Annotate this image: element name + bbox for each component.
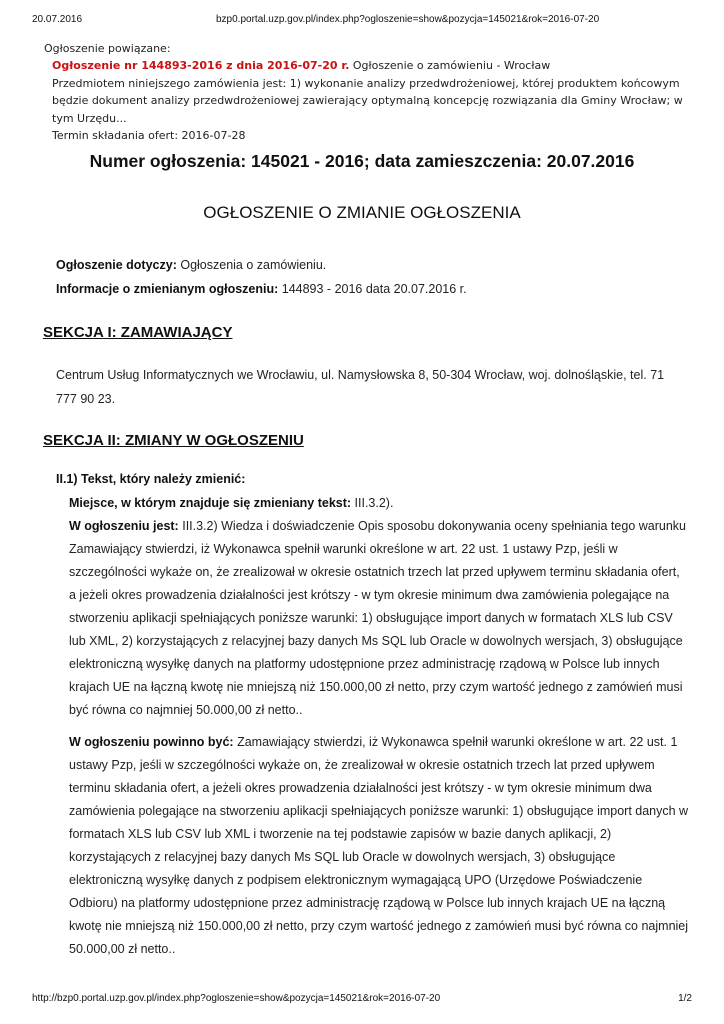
print-url: bzp0.portal.uzp.gov.pl/index.php?ogloszenie=show&pozycja=145021&rok=2016-07-20 — [216, 14, 600, 25]
page-number: 1/2 — [678, 993, 692, 1004]
notice-concerns — [56, 258, 326, 272]
change-location-label: Miejsce, w którym znajduje się zmieniany tekst: — [69, 496, 352, 510]
related-description: Przedmiotem niniejszego zamówienia jest: 1) wykonanie analizy przedwdrożeniowej, której produktem końcowym będzie dokument analizy przedwdrożeniowej zawierający optymalną koncepcję rozwiązania dla Gminy Wrocław; w tym Urzędu... — [52, 76, 683, 125]
print-header — [32, 14, 692, 28]
print-date: 20.07.2016 — [32, 14, 83, 25]
change-item-title: II.1) Tekst, który należy zmienić: — [56, 472, 246, 486]
related-notice-link[interactable]: Ogłoszenie nr 144893-2016 z dnia 2016-07-20 r. — [52, 59, 350, 73]
current-text-label: W ogłoszeniu jest: — [69, 519, 179, 533]
related-link-line — [52, 57, 694, 74]
changed-label: Informacje o zmienianym ogłoszeniu: — [56, 282, 279, 296]
related-notice-type: Ogłoszenie o zamówieniu - Wrocław — [352, 59, 551, 73]
notice-subtitle: OGŁOSZENIE O ZMIANIE OGŁOSZENIA — [203, 203, 521, 222]
changed-value: 144893 - 2016 data 20.07.2016 r. — [281, 282, 467, 296]
print-footer — [32, 993, 692, 1007]
new-text-label: W ogłoszeniu powinno być: — [69, 735, 234, 749]
concerns-label: Ogłoszenie dotyczy: — [56, 258, 177, 272]
related-deadline: Termin składania ofert: 2016-07-28 — [52, 129, 246, 143]
section-1-heading: SEKCJA I: ZAMAWIAJĄCY — [43, 324, 233, 341]
changed-notice-info — [56, 282, 467, 296]
current-text: III.3.2) Wiedza i doświadczenie Opis sposobu dokonywania oceny spełniania tego warunku Zamawiający stwierdzi, iż Wykonawca spełnił warunki określone w art. 22 ust. 1 ustawy Pzp, jeśli w szczególności wykaże on, że zrealizował w okresie ostatnich trzech lat przed upływem terminu składania ofert, a jeżeli okres prowadzenia działalności jest krótszy - w tym okresie minimum dwa zamówienia polegające na stworzeniu aplikacji spełniających poniższe warunki: 1) obsługujące import danych w formatach XLS lub CSV lub XML, 2) korzystających z relacyjnej bazy danych Ms SQL lub Oracle w dowolnych wersjach, 3) obsługujące elektroniczną wysyłkę danych na platformy udostępnione przez administrację rządową w Polsce lub innych krajach UE na łączną kwotę nie mniejszą niż 150.000,00 zł netto, przy czym wartość jednego z zamówień musi być równa co najmniej 50.000,00 zł netto.. — [69, 519, 686, 717]
change-location-value: III.3.2). — [354, 496, 394, 510]
change-location — [69, 492, 689, 515]
related-label: Ogłoszenie powiązane: — [44, 42, 171, 55]
contracting-authority: Centrum Usług Informatycznych we Wrocławiu, ul. Namysłowska 8, 50-304 Wrocław, woj. dolnośląskie, tel. 71 777 90 23. — [56, 368, 665, 406]
new-text-block — [69, 731, 689, 961]
section-2-heading: SEKCJA II: ZMIANY W OGŁOSZENIU — [43, 432, 304, 449]
related-notice — [44, 40, 694, 144]
notice-title: Numer ogłoszenia: 145021 - 2016; data zamieszczenia: 20.07.2016 — [89, 151, 635, 171]
concerns-value: Ogłoszenia o zamówieniu. — [180, 258, 327, 272]
current-text-block — [69, 515, 689, 722]
related-notice-body — [44, 57, 694, 144]
footer-url: http://bzp0.portal.uzp.gov.pl/index.php?ogloszenie=show&pozycja=145021&rok=2016-07-20 — [32, 993, 441, 1004]
new-text: Zamawiający stwierdzi, iż Wykonawca spełnił warunki określone w art. 22 ust. 1 ustawy Pzp, jeśli w szczególności wykaże on, że zrealizował w okresie ostatnich trzech lat przed upływem terminu składania ofert, a jeżeli okres prowadzenia działalności jest krótszy - w tym okresie minimum dwa zamówienia polegające na stworzeniu aplikacji spełniających poniższe warunki: 1) obsługujące import danych w formatach XLS lub CSV lub XML i tworzenie na tej podstawie zapisów w bazie danych aplikacji, 2) korzystających z relacyjnej bazy danych Ms SQL lub Oracle w dowolnych wersjach, 3) obsługujące elektroniczną wysyłkę danych z podpisem elektronicznym wymagającą UPO (Urzędowe Poświadczenie Odbioru) na platformy udostępnione przez administrację rządową w Polsce lub innych krajach UE na łączną kwotę nie mniejszą niż 150.000,00 zł netto, przy czym wartość jednego z zamówień musi być równa co najmniej 50.000,00 zł netto.. — [69, 735, 689, 956]
